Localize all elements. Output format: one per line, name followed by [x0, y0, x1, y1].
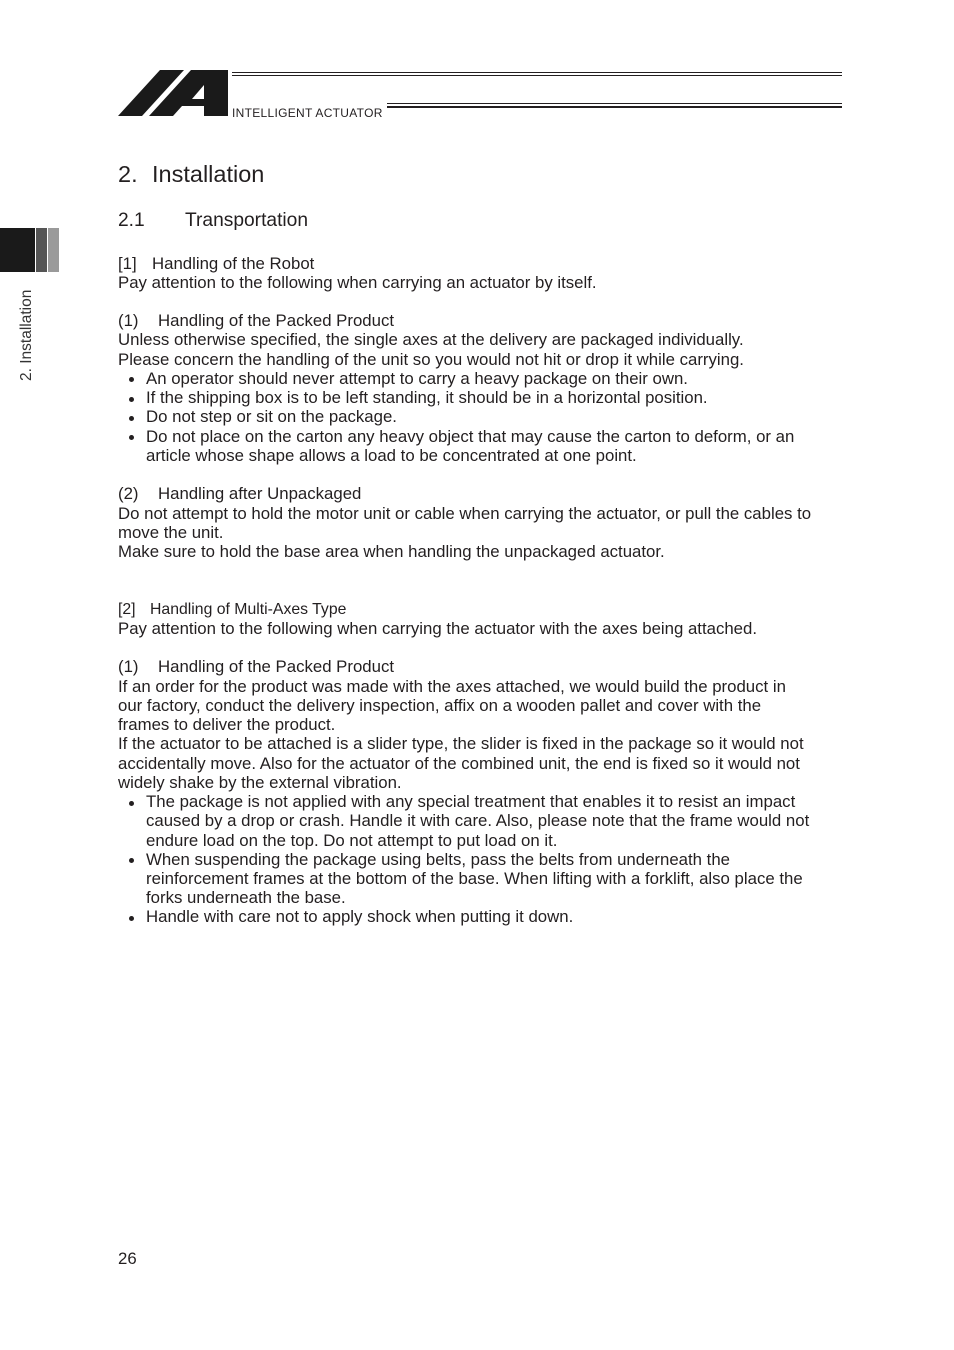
- chapter-title: Installation: [152, 161, 265, 187]
- item-heading: [118, 657, 838, 676]
- paragraph-line: widely shake by the external vibration.: [118, 772, 402, 792]
- bullet-line: endure load on the top. Do not attempt to put load on it.: [146, 830, 558, 850]
- part-heading: [118, 600, 838, 619]
- header-rule: [387, 106, 842, 108]
- bullet-item: [118, 850, 838, 908]
- paragraph-line: Unless otherwise specified, the single axes at the delivery are packaged individually.: [118, 330, 744, 350]
- part-title: Handling of Multi-Axes Type: [150, 600, 347, 618]
- paragraph-line: Do not attempt to hold the motor unit or cable when carrying the actuator, or pull the cables to: [118, 503, 812, 523]
- section-body: [118, 254, 838, 927]
- paragraph-line: If the actuator to be attached is a slider type, the slider is fixed in the package so it would not: [118, 734, 804, 754]
- item-heading: [118, 311, 838, 330]
- item-number: (1): [118, 657, 139, 677]
- bullet-line: If the shipping box is to be left standing, it should be in a horizontal position.: [146, 388, 708, 408]
- paragraph-line: our factory, conduct the delivery inspection, affix on a wooden pallet and cover with the: [118, 695, 762, 715]
- item-heading: [118, 484, 838, 503]
- bullet-line: Handle with care not to apply shock when putting it down.: [146, 907, 574, 927]
- item-number: (2): [118, 484, 139, 504]
- section-heading: [118, 210, 418, 232]
- chapter-tab-light: [48, 228, 59, 272]
- chapter-tab-dark: [0, 228, 35, 272]
- bullet-line: When suspending the package using belts, pass the belts from underneath the: [146, 849, 730, 869]
- paragraph-line: accidentally move. Also for the actuator of the combined unit, the end is fixed so it would not: [118, 753, 800, 773]
- section-title: Transportation: [185, 210, 309, 231]
- iai-logo: [118, 69, 230, 118]
- item-number: (1): [118, 311, 139, 331]
- bullet-item: [118, 407, 838, 426]
- bullet-line: caused by a drop or crash. Handle it with care. Also, please note that the frame would not: [146, 811, 810, 831]
- bullet-line: reinforcement frames at the bottom of the base. When lifting with a forklift, also place the: [146, 869, 803, 888]
- part-heading: [118, 254, 838, 273]
- bullet-line: The package is not applied with any special treatment that enables it to resist an impact: [146, 792, 796, 812]
- header-rule: [232, 72, 842, 73]
- item-title: Handling after Unpackaged: [158, 484, 362, 504]
- intro-text: Pay attention to the following when carrying an actuator by itself.: [118, 272, 597, 292]
- chapter-number: 2.: [118, 161, 138, 187]
- bullet-line: article whose shape allows a load to be concentrated at one point.: [146, 445, 637, 465]
- paragraph-line: move the unit.: [118, 522, 224, 542]
- header-rule: [387, 103, 842, 104]
- item-title: Handling of the Packed Product: [158, 657, 395, 677]
- paragraph-line: If an order for the product was made with the axes attached, we would build the product in: [118, 676, 786, 696]
- bullet-line: forks underneath the base.: [146, 888, 346, 908]
- section-number: 2.1: [118, 210, 145, 231]
- paragraph-line: Make sure to hold the base area when handling the unpackaged actuator.: [118, 542, 665, 562]
- part-number: [1]: [118, 253, 137, 273]
- bullet-item: [118, 369, 838, 388]
- brand-tagline: INTELLIGENT ACTUATOR: [232, 106, 383, 120]
- bullet-line: An operator should never attempt to carry a heavy package on their own.: [146, 368, 688, 388]
- part-title: Handling of the Robot: [152, 253, 315, 273]
- bullet-item: [118, 388, 838, 407]
- chapter-heading: [118, 161, 418, 187]
- paragraph-line: Please concern the handling of the unit so you would not hit or drop it while carrying.: [118, 349, 744, 369]
- page-number: 26: [118, 1248, 137, 1268]
- chapter-tab-mid: [36, 228, 47, 272]
- header-rule: [232, 75, 842, 76]
- bullet-line: Do not place on the carton any heavy object that may cause the carton to deform, or an: [146, 426, 795, 446]
- bullet-line: Do not step or sit on the package.: [146, 407, 397, 427]
- bullet-item: [118, 907, 838, 926]
- side-tab-label: 2. Installation: [18, 289, 35, 381]
- part-number: [2]: [118, 600, 136, 618]
- paragraph-line: frames to deliver the product.: [118, 715, 336, 735]
- bullet-item: [118, 427, 838, 465]
- bullet-item: [118, 792, 838, 850]
- intro-text: Pay attention to the following when carrying the actuator with the axes being attached.: [118, 618, 758, 638]
- item-title: Handling of the Packed Product: [158, 311, 395, 331]
